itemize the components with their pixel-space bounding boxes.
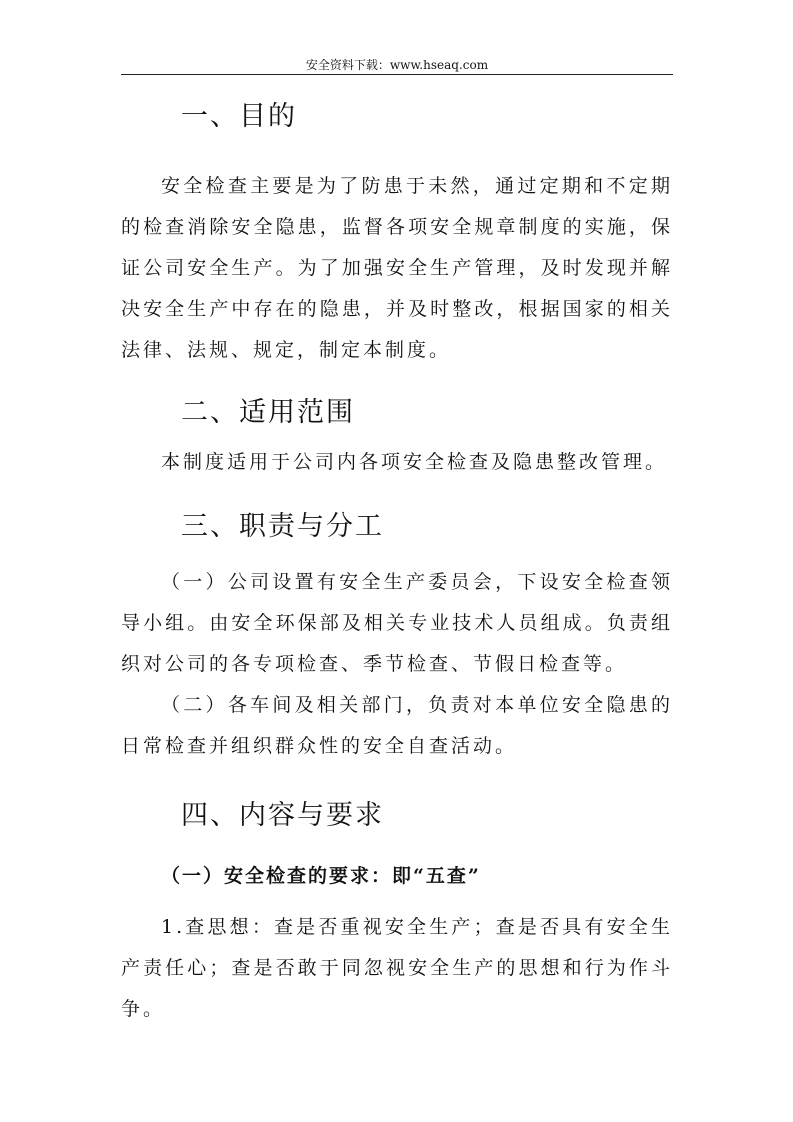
section-1-title: 一、目的	[181, 101, 297, 132]
section-4-subtitle: （一）安全检查的要求：即“五查”	[161, 865, 481, 887]
section-4-title: 四、内容与要求	[181, 800, 384, 831]
section-1-paragraph: 安全检查主要是为了防患于未然，通过定期和不定期的检查消除安全隐患，监督各项安全规章制度的实施，保证公司安全生产。为了加强安全生产管理，及时发现并解决安全生产中存在的隐患，并及时整改，根据国家的相关法律、法规、规定，制定本制度。	[121, 175, 673, 361]
section-3-item-2: （二）各车间及相关部门，负责对本单位安全隐患的日常检查并组织群众性的安全自查活动。	[121, 694, 673, 757]
document-body	[121, 94, 673, 1030]
section-2-paragraph: 本制度适用于公司内各项安全检查及隐患整改管理。	[161, 451, 668, 473]
section-3-title: 三、职责与分工	[181, 511, 384, 542]
header-divider	[121, 74, 673, 75]
section-2-title: 二、适用范围	[181, 397, 355, 428]
section-4-item-1: 1.查思想：查是否重视安全生产；查是否具有安全生产责任心；查是否敢于同忽视安全生产的思想和行为作斗争。	[121, 916, 673, 1020]
page-header: 安全资料下载：www.hseaq.com	[305, 58, 489, 72]
section-3-item-1: （一）公司设置有安全生产委员会，下设安全检查领导小组。由安全环保部及相关专业技术人员组成。负责组织对公司的各专项检查、季节检查、节假日检查等。	[121, 571, 673, 675]
